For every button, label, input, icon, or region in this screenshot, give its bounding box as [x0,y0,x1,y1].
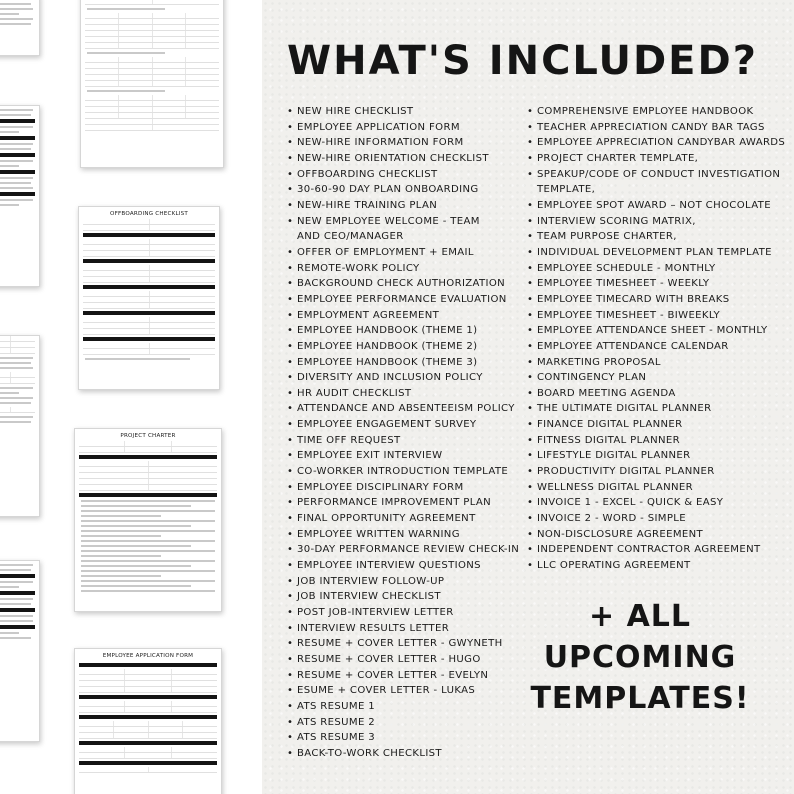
included-item: • ATS RESUME 1 [287,699,532,715]
included-item: • EMPLOYEE HANDBOOK (THEME 2) [287,339,532,355]
included-item: • FINANCE DIGITAL PLANNER [527,417,789,433]
included-item: • 30-60-90 DAY PLAN ONBOARDING [287,182,532,198]
included-item: • POST JOB-INTERVIEW LETTER [287,605,532,621]
included-item: • EMPLOYEE PERFORMANCE EVALUATION [287,292,532,308]
included-item: • INTERVIEW SCORING MATRIX, [527,214,789,230]
preview-offboarding-checklist [78,206,220,390]
preview-doc-cropped-3 [0,335,40,517]
included-item: • EMPLOYEE TIMECARD WITH BREAKS [527,292,789,308]
included-item: • EMPLOYEE SPOT AWARD – NOT CHOCOLATE [527,198,789,214]
included-item: • PERFORMANCE IMPROVEMENT PLAN [287,495,532,511]
preview-charter-title: PROJECT CHARTER [120,433,176,439]
upcoming-line: + ALL [588,599,692,634]
included-item: • NEW-HIRE TRAINING PLAN [287,198,532,214]
included-item: • JOB INTERVIEW FOLLOW-UP [287,574,532,590]
included-item: • EMPLOYEE TIMESHEET - WEEKLY [527,276,789,292]
included-item: • SPEAKUP/CODE OF CONDUCT INVESTIGATION TEMPLATE, [527,167,787,198]
included-item: • 30-DAY PERFORMANCE REVIEW CHECK-IN [287,542,532,558]
included-item: • RESUME + COVER LETTER - EVELYN [287,668,532,684]
included-item: • OFFBOARDING CHECKLIST [287,167,532,183]
included-item: • OFFER OF EMPLOYMENT + EMAIL [287,245,532,261]
included-item: • RESUME + COVER LETTER - GWYNETH [287,636,532,652]
included-item: • EMPLOYEE SCHEDULE - MONTHLY [527,261,789,277]
included-item: • INDEPENDENT CONTRACTOR AGREEMENT [527,542,789,558]
included-item: • INVOICE 2 - WORD - SIMPLE [527,511,789,527]
included-item: • PROJECT CHARTER TEMPLATE, [527,151,789,167]
included-item: • PRODUCTIVITY DIGITAL PLANNER [527,464,789,480]
included-item: • EMPLOYEE ATTENDANCE SHEET - MONTHLY [527,323,789,339]
included-item: • COMPREHENSIVE EMPLOYEE HANDBOOK [527,104,789,120]
included-list-panel [262,0,794,794]
included-item: • TEAM PURPOSE CHARTER, [527,229,789,245]
included-item: • FINAL OPPORTUNITY AGREEMENT [287,511,532,527]
included-item: • NEW-HIRE INFORMATION FORM [287,135,532,151]
included-item: • HR AUDIT CHECKLIST [287,386,532,402]
upcoming-line: UPCOMING [543,640,737,675]
included-item: • MARKETING PROPOSAL [527,355,789,371]
preview-offboarding-title: OFFBOARDING CHECKLIST [109,211,188,217]
included-item: • EMPLOYEE TIMESHEET - BIWEEKLY [527,308,789,324]
included-item: • DIVERSITY AND INCLUSION POLICY [287,370,532,386]
included-item: • NEW HIRE CHECKLIST [287,104,532,120]
included-item: • EMPLOYEE HANDBOOK (THEME 3) [287,355,532,371]
included-item: • EMPLOYEE ENGAGEMENT SURVEY [287,417,532,433]
included-item: • ATS RESUME 2 [287,715,532,731]
included-item: • EMPLOYMENT AGREEMENT [287,308,532,324]
included-item: • EMPLOYEE HANDBOOK (THEME 1) [287,323,532,339]
template-previews [0,0,262,794]
included-item: • REMOTE-WORK POLICY [287,261,532,277]
included-item: • LLC OPERATING AGREEMENT [527,558,789,574]
included-item: • NEW-HIRE ORIENTATION CHECKLIST [287,151,532,167]
upcoming-templates-banner [530,596,750,719]
included-item: • LIFESTYLE DIGITAL PLANNER [527,448,789,464]
included-item: • EMPLOYEE WRITTEN WARNING [287,527,532,543]
included-item: • EMPLOYEE APPLICATION FORM [287,120,532,136]
preview-project-charter [74,428,222,612]
included-item: • ESUME + COVER LETTER - LUKAS [287,683,532,699]
included-item: • NON-DISCLOSURE AGREEMENT [527,527,789,543]
included-item: • EMPLOYEE DISCIPLINARY FORM [287,480,532,496]
included-item: • NEW EMPLOYEE WELCOME - TEAM AND CEO/MANAGER [287,214,502,245]
included-item: • FITNESS DIGITAL PLANNER [527,433,789,449]
page-title: WHAT'S INCLUDED? [287,38,758,84]
included-item: • ATTENDANCE AND ABSENTEEISM POLICY [287,401,532,417]
preview-new-hire-checklist [80,0,224,168]
included-item: • CO-WORKER INTRODUCTION TEMPLATE [287,464,532,480]
included-list-right [527,104,789,574]
upcoming-line: TEMPLATES! [530,681,750,716]
included-item: • TEACHER APPRECIATION CANDY BAR TAGS [527,120,789,136]
preview-doc-cropped-2 [0,105,40,287]
included-item: • EMPLOYEE INTERVIEW QUESTIONS [287,558,532,574]
included-item: • WELLNESS DIGITAL PLANNER [527,480,789,496]
included-item: • INVOICE 1 - EXCEL - QUICK & EASY [527,495,789,511]
included-item: • BACKGROUND CHECK AUTHORIZATION [287,276,532,292]
preview-doc-cropped-1 [0,0,40,56]
preview-application-title: EMPLOYEE APPLICATION FORM [102,653,194,659]
included-item: • INTERVIEW RESULTS LETTER [287,621,532,637]
included-item: • ATS RESUME 3 [287,730,532,746]
preview-employee-application-form [74,648,222,794]
included-item: • BACK-TO-WORK CHECKLIST [287,746,532,762]
included-item: • CONTINGENCY PLAN [527,370,789,386]
included-item: • RESUME + COVER LETTER - HUGO [287,652,532,668]
included-item: • INDIVIDUAL DEVELOPMENT PLAN TEMPLATE [527,245,789,261]
included-list-left [287,104,532,762]
preview-doc-cropped-4 [0,560,40,742]
included-item: • TIME OFF REQUEST [287,433,532,449]
included-item: • EMPLOYEE APPRECIATION CANDYBAR AWARDS [527,135,789,151]
included-item: • JOB INTERVIEW CHECKLIST [287,589,532,605]
included-item: • EMPLOYEE ATTENDANCE CALENDAR [527,339,789,355]
included-item: • EMPLOYEE EXIT INTERVIEW [287,448,532,464]
included-item: • THE ULTIMATE DIGITAL PLANNER [527,401,789,417]
included-item: • BOARD MEETING AGENDA [527,386,789,402]
